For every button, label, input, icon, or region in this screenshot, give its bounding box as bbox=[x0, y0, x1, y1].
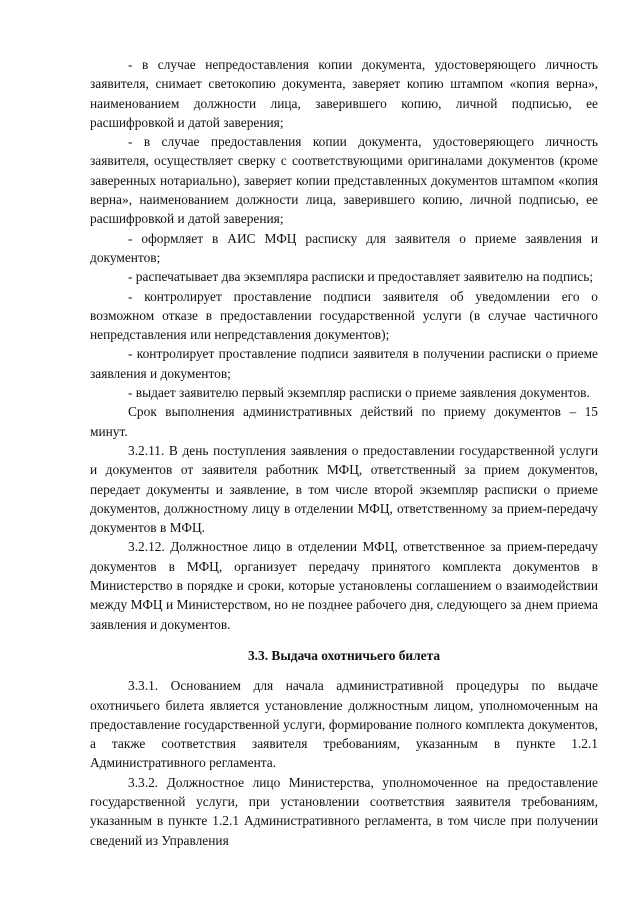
paragraph: - распечатывает два экземпляра расписки и предоставляет заявителю на подпись; bbox=[128, 269, 594, 285]
paragraph: 3.2.11. В день поступления заявления о предоставлении государственной услуги и документов от заявителя работник МФЦ, ответственный за прием документов, передает документы и заявление, в том числе второй экземпляр расписки о приеме документов, должностному лицу в отделении МФЦ, ответственному за прием-передачу документов в МФЦ. bbox=[90, 442, 598, 536]
section-heading: 3.3. Выдача охотничьего билета bbox=[247, 647, 441, 663]
paragraph: - в случае предоставления копии документа, удостоверяющего личность заявителя, осуществляет сверку с соответствующими оригиналами документов (кроме заверенных нотариально), заверяет копии представленных документов штампом «копия верна», наименованием должности лица, заверившего копию, личной подписью, ее расшифровкой и датой заверения; bbox=[90, 134, 598, 227]
paragraph: 3.3.1. Основанием для начала административной процедуры по выдаче охотничьего билета является установление должностным лицом, уполномоченным на предоставление государственной услуги, формирование полного комплекта документов, а также соответствия заявителя требованиям, указанным в пункте 1.2.1 Административного регламента. bbox=[90, 678, 598, 771]
paragraph: - выдает заявителю первый экземпляр расписки о приеме заявления документов. bbox=[128, 385, 590, 401]
document-page bbox=[90, 55, 598, 850]
paragraph: Срок выполнения административных действий по приему документов – 15 минут. bbox=[90, 404, 598, 439]
paragraph: - контролирует проставление подписи заявителя в получении расписки о приеме заявления и документов; bbox=[90, 346, 598, 381]
paragraph: 3.2.12. Должностное лицо в отделении МФЦ, ответственное за прием-передачу документов в МФЦ, организует передачу принятого комплекта документов в Министерство в порядке и сроки, которые установлены соглашением о взаимодействии между МФЦ и Министерством, но не позднее рабочего дня, следующего за днем приема заявления и документов. bbox=[90, 539, 598, 632]
paragraph: - в случае непредоставления копии документа, удостоверяющего личность заявителя, снимает светокопию документа, заверяет копию штампом «копия верна», наименованием должности лица, заверившего копию, личной подписью, ее расшифровкой и датой заверения; bbox=[90, 57, 598, 130]
paragraph: - оформляет в АИС МФЦ расписку для заявителя о приеме заявления и документов; bbox=[90, 230, 598, 265]
paragraph: 3.3.2. Должностное лицо Министерства, уполномоченное на предоставление государственной услуги, при установлении соответствия заявителя требованиям, указанным в пункте 1.2.1 Административного регламента, в том числе при получении сведений из Управления bbox=[90, 774, 598, 848]
paragraph: - контролирует проставление подписи заявителя об уведомлении его о возможном отказе в предоставлении государственной услуги (в случае частичного непредставления или непредставления документов); bbox=[90, 288, 598, 343]
